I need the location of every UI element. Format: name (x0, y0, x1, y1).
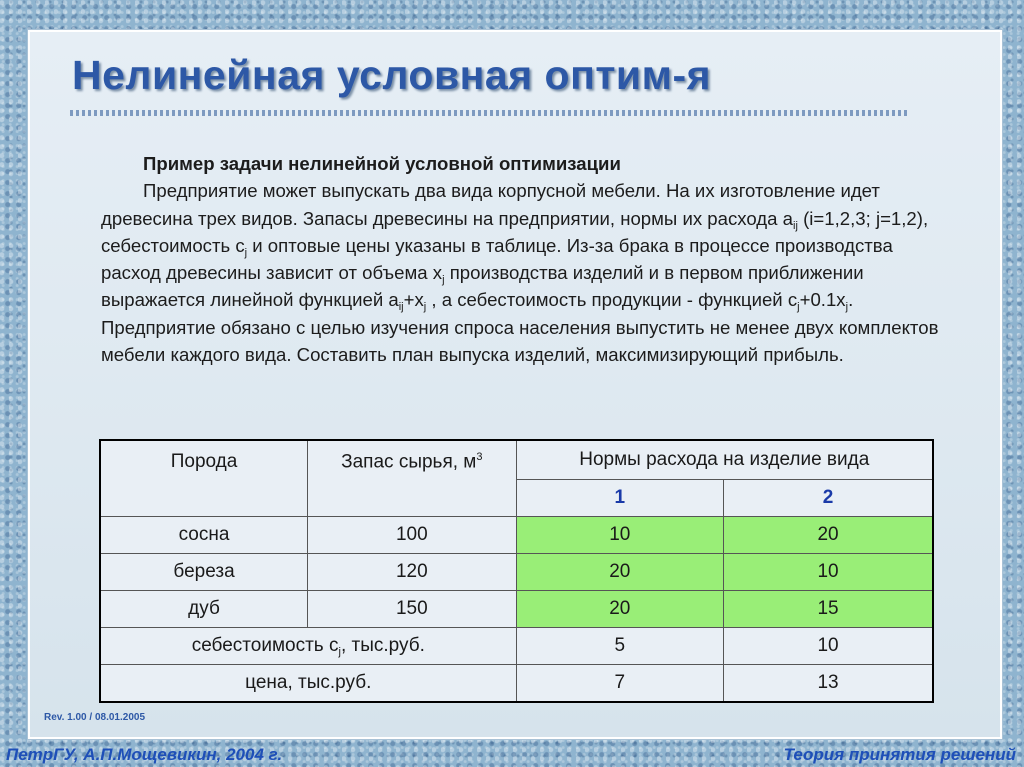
cell-breed: береза (100, 554, 308, 591)
table-row (100, 554, 933, 591)
cell-norm-2: 10 (724, 554, 933, 591)
footer-author: ПетрГУ, А.П.Мощевикин, 2004 г. (6, 745, 283, 764)
slide-title: Нелинейная условная оптим-я (72, 52, 712, 98)
header-type-2: 2 (724, 480, 933, 517)
revision-label: Rev. 1.00 / 08.01.2005 (44, 712, 146, 723)
cell-stock: 150 (308, 591, 517, 628)
cell-price-2: 13 (724, 665, 933, 703)
table-row (100, 517, 933, 554)
task-text-part: +x (403, 289, 424, 311)
cell-norm-2: 20 (724, 517, 933, 554)
task-subscript: j (423, 301, 427, 314)
task-heading: Пример задачи нелинейной условной оптимизации (143, 153, 621, 174)
cell-norm-1: 20 (516, 554, 723, 591)
table-header-row (100, 440, 933, 480)
cost-label-text: себестоимость c (191, 635, 339, 656)
cost-label-suffix: , тыс.руб. (340, 635, 425, 656)
table-row-cost (100, 628, 933, 665)
task-subscript: j (442, 274, 445, 287)
task-text-part: . Предприятие обязано с целью изучения спроса населения выпустить не менее двух комплектов мебели каждого вида. Составить план выпуска изделий, максимизирующий прибыль. (101, 289, 939, 366)
task-text-part: (i=1,2,3; j=1,2), себестоимость c (101, 207, 929, 256)
data-table (99, 439, 934, 703)
cell-norm-1: 20 (516, 591, 723, 628)
title-divider (70, 110, 908, 116)
header-type-1: 1 (516, 480, 723, 517)
cell-norm-2: 15 (724, 591, 933, 628)
header-stock-label: Запас сырья, м (341, 451, 477, 473)
task-subscript: ij (793, 219, 798, 232)
header-stock-unit-sup: 3 (476, 451, 483, 463)
cell-stock: 120 (308, 554, 517, 591)
task-text-part: производства изделий и в первом приближении выражается линейной функцией a (101, 262, 864, 311)
cell-cost-label (100, 628, 516, 665)
table-row-price (100, 665, 933, 703)
cell-breed: сосна (100, 517, 308, 554)
cell-price-label: цена, тыс.руб. (100, 665, 516, 703)
task-subscript: ij (398, 301, 404, 314)
cell-cost-2: 10 (724, 628, 933, 665)
task-text-part: Предприятие может выпускать два вида корпусной мебели. На их изготовление идет древесина трех видов. Запасы древесины на предприятии, нормы их расхода a (101, 180, 880, 229)
footer-course: Теория принятия решений (783, 745, 1016, 764)
task-text-part: , а себестоимость продукции - функцией c (426, 289, 798, 311)
cell-cost-1: 5 (516, 628, 723, 665)
cell-breed: дуб (100, 591, 308, 628)
header-breed: Порода (100, 440, 308, 517)
task-subscript: j (797, 301, 800, 314)
task-text-part: +0.1x (799, 289, 846, 311)
cell-price-1: 7 (516, 665, 723, 703)
task-text (101, 150, 941, 368)
cost-label-sub: j (338, 646, 341, 658)
table-row (100, 591, 933, 628)
task-paragraph (101, 177, 941, 368)
cell-norm-1: 10 (516, 517, 723, 554)
task-subscript: j (845, 301, 849, 314)
task-subscript: j (244, 246, 248, 259)
task-text-part: и оптовые цены указаны в таблице. Из-за брака в процессе производства расход древесины зависит от объема x (101, 234, 893, 284)
header-norms: Нормы расхода на изделие вида (516, 440, 933, 480)
cell-stock: 100 (308, 517, 517, 554)
header-stock (308, 440, 517, 517)
